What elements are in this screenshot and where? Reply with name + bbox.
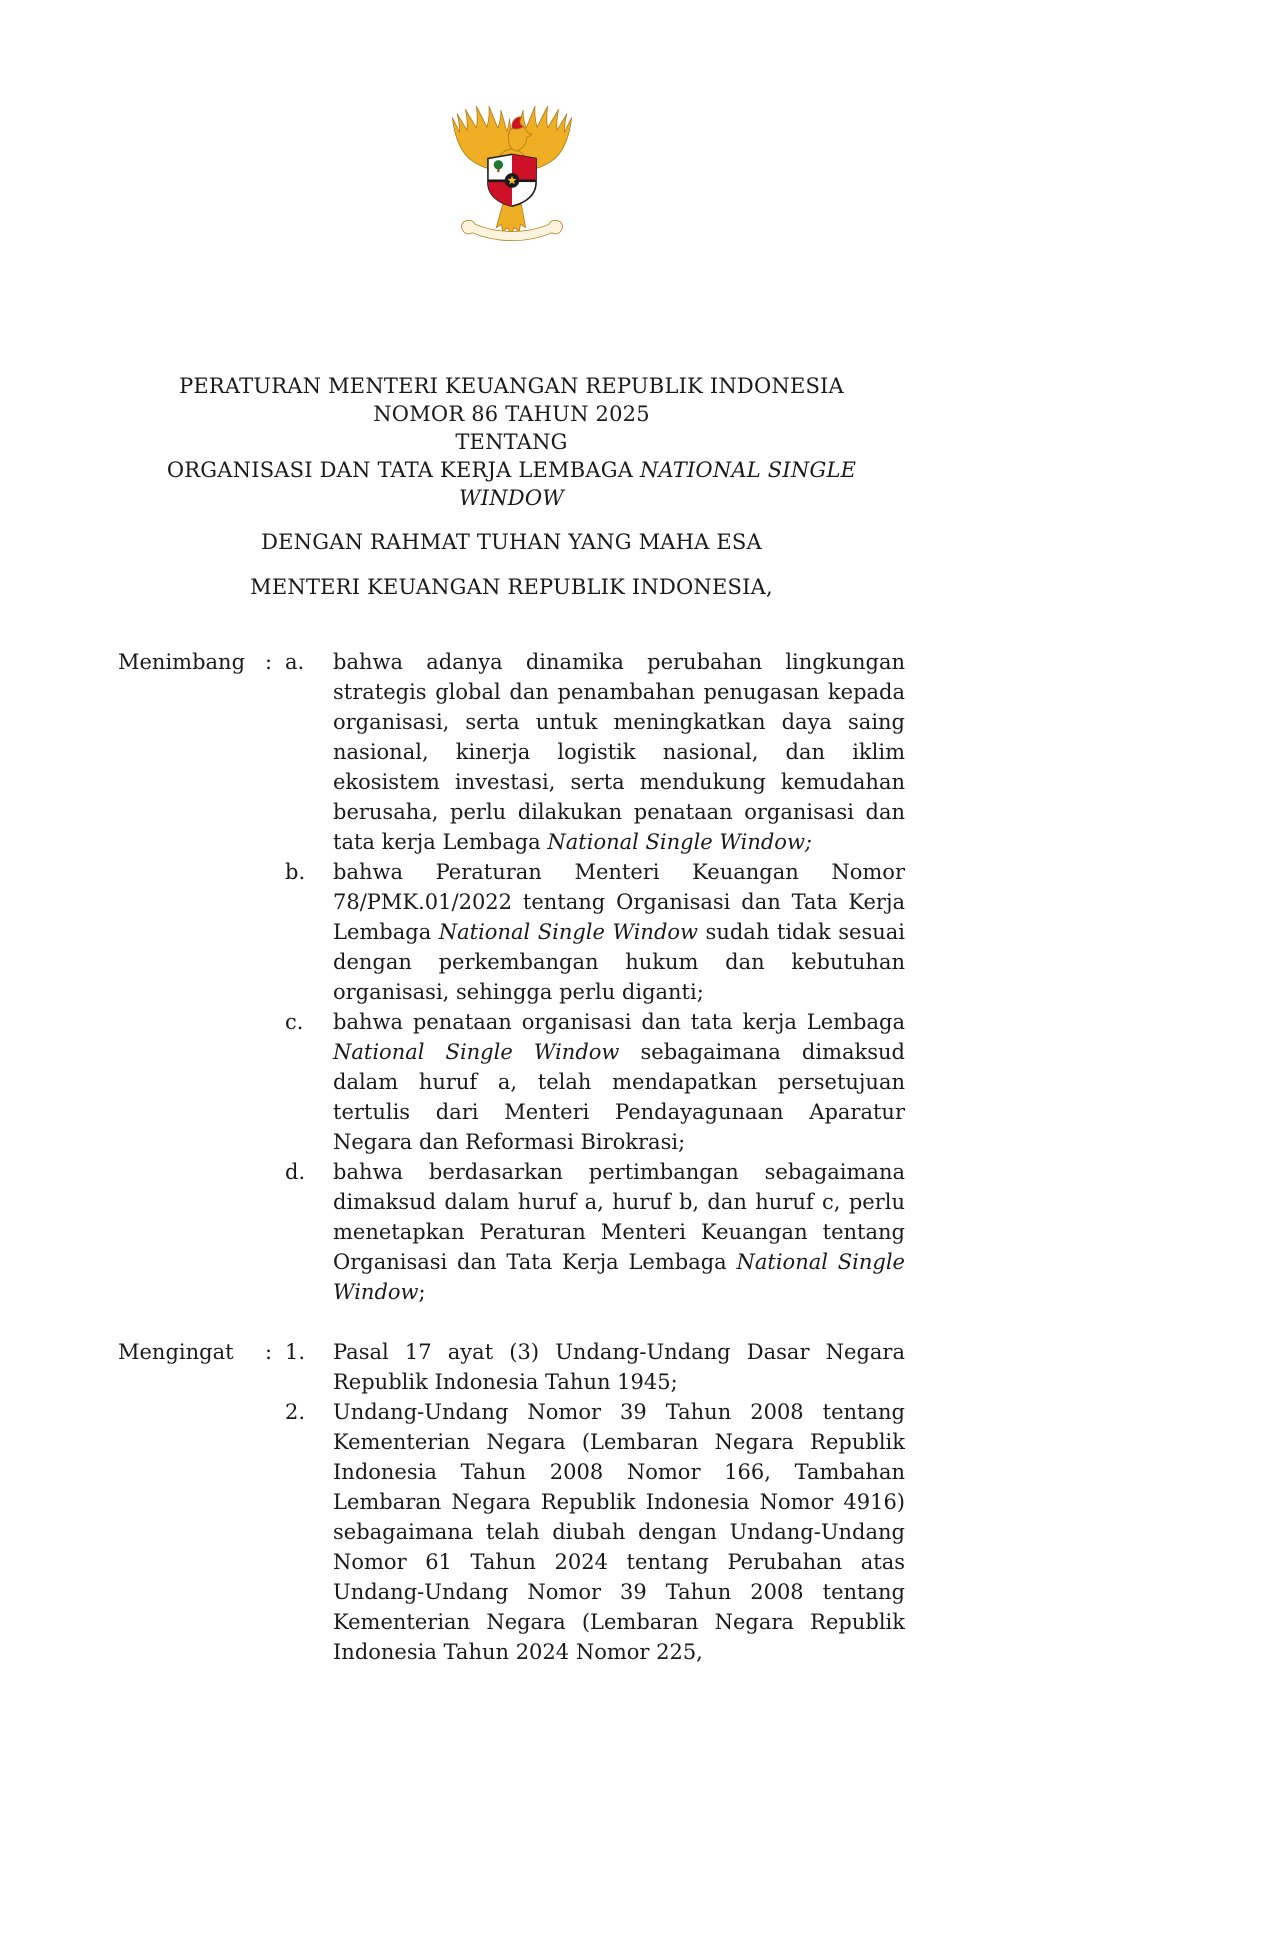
section-label-menimbang: Menimbang bbox=[118, 650, 246, 674]
item-text: Undang-Undang Nomor 39 Tahun 2008 tentang Kementerian Negara (Lembaran Negara Republik Indonesia Tahun 2008 Nomor 166, Tambahan Lembaran Negara Republik Indonesia Nomor 4916) sebagaimana telah diubah dengan Undang-Undang Nomor 61 Tahun 2024 tentang Perubahan atas Undang-Undang Nomor 39 Tahun 2008 tentang Kementerian Negara (Lembaran Negara Republik Indonesia Tahun 2024 Nomor 225, bbox=[333, 1400, 905, 1664]
item-text: Pasal 17 ayat (3) Undang-Undang Dasar Negara Republik Indonesia Tahun 1945; bbox=[333, 1340, 905, 1394]
section-colon: : bbox=[265, 1340, 273, 1364]
title-block bbox=[118, 372, 905, 512]
list-item bbox=[285, 1337, 905, 1397]
item-text: bahwa berdasarkan pertimbangan sebagaimana dimaksud dalam huruf a, huruf b, dan huruf c, perlu menetapkan Peraturan Menteri Keuangan tentang Organisasi dan Tata Kerja Lembaga National Single Window; bbox=[333, 1160, 905, 1304]
title-line-tentang: TENTANG bbox=[455, 430, 568, 454]
section-colon: : bbox=[265, 650, 273, 674]
title-line-number: NOMOR 86 TAHUN 2025 bbox=[373, 402, 650, 426]
list-item bbox=[285, 1157, 905, 1307]
authority-line: MENTERI KEUANGAN REPUBLIK INDONESIA, bbox=[250, 575, 773, 599]
item-marker: d. bbox=[285, 1160, 306, 1184]
item-marker: 1. bbox=[285, 1340, 306, 1364]
section-mengingat bbox=[118, 1337, 905, 1667]
list-item bbox=[285, 647, 905, 857]
grace-line: DENGAN RAHMAT TUHAN YANG MAHA ESA bbox=[261, 530, 762, 554]
list-item bbox=[285, 1007, 905, 1157]
section-label-mengingat: Mengingat bbox=[118, 1340, 234, 1364]
item-marker: a. bbox=[285, 650, 305, 674]
item-marker: 2. bbox=[285, 1400, 306, 1424]
garuda-pancasila-emblem bbox=[444, 102, 580, 259]
menimbang-items bbox=[285, 647, 905, 1307]
mengingat-items bbox=[285, 1337, 905, 1667]
title-line-subject: ORGANISASI DAN TATA KERJA LEMBAGA NATIONAL SINGLE WINDOW bbox=[166, 458, 857, 510]
item-text: bahwa Peraturan Menteri Keuangan Nomor 78/PMK.01/2022 tentang Organisasi dan Tata Kerja Lembaga National Single Window sudah tidak sesuai dengan perkembangan hukum dan kebutuhan organisasi, sehingga perlu diganti; bbox=[333, 860, 905, 1004]
title-line-regulation: PERATURAN MENTERI KEUANGAN REPUBLIK INDONESIA bbox=[179, 374, 844, 398]
list-item bbox=[285, 857, 905, 1007]
section-menimbang bbox=[118, 647, 905, 1307]
item-text: bahwa penataan organisasi dan tata kerja Lembaga National Single Window sebagaimana dimaksud dalam huruf a, telah mendapatkan persetujuan tertulis dari Menteri Pendayagunaan Aparatur Negara dan Reformasi Birokrasi; bbox=[333, 1010, 905, 1154]
list-item bbox=[285, 1397, 905, 1667]
item-marker: c. bbox=[285, 1010, 304, 1034]
emblem-container bbox=[118, 102, 905, 259]
item-text: bahwa adanya dinamika perubahan lingkungan strategis global dan penambahan penugasan kepada organisasi, serta untuk meningkatkan daya saing nasional, kinerja logistik nasional, dan iklim ekosistem investasi, serta mendukung kemudahan berusaha, perlu dilakukan penataan organisasi dan tata kerja Lembaga National Single Window; bbox=[333, 650, 905, 854]
item-marker: b. bbox=[285, 860, 306, 884]
